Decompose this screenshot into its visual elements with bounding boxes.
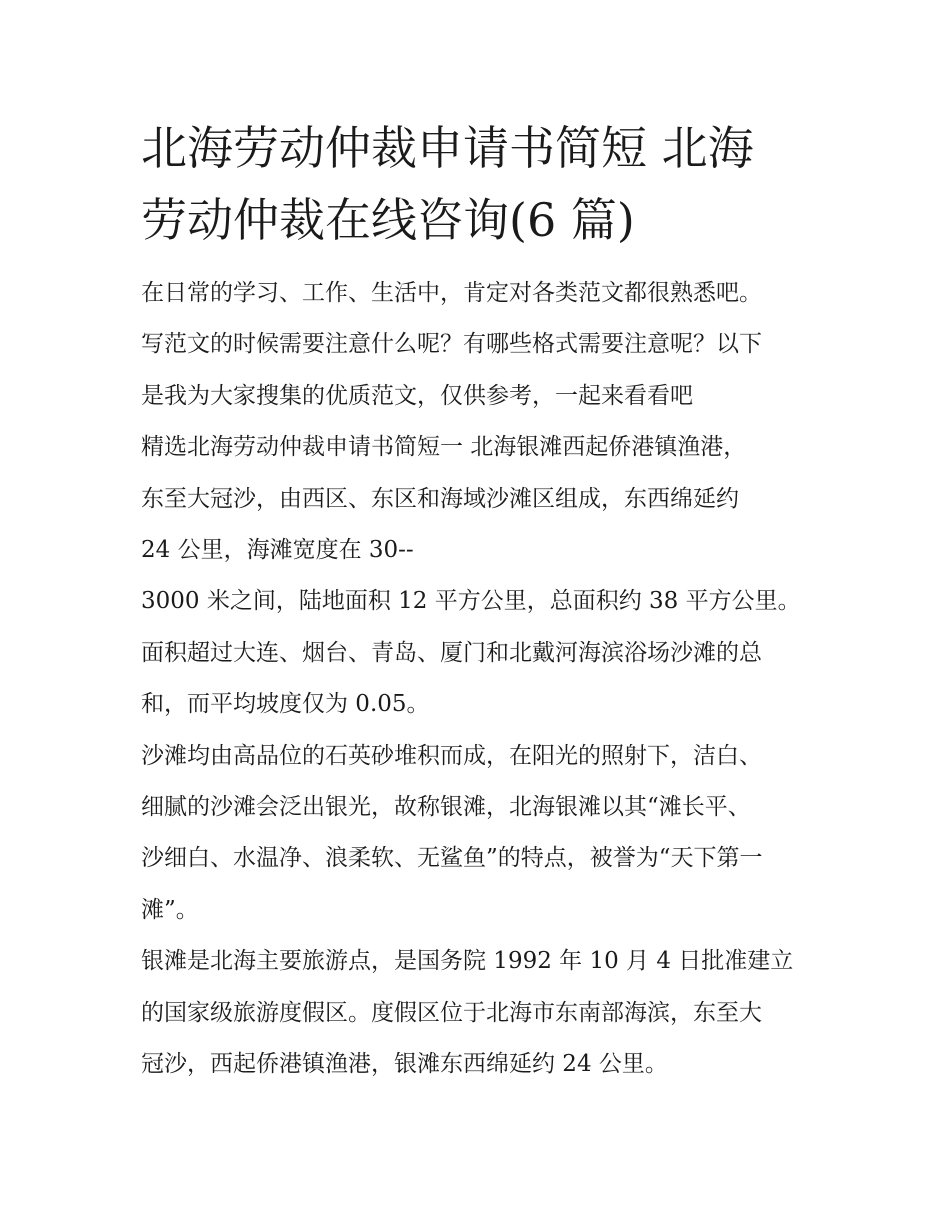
body-line: 滩”。 [141,896,199,923]
document-title [141,112,821,256]
body-line: 面积超过大连、烟台、青岛、厦门和北戴河海滨浴场沙滩的总 [141,639,762,666]
title-line: 劳动仲裁在线咨询(6 篇) [141,193,635,247]
body-line: 24 公里，海滩宽度在 30-- [141,537,414,564]
title-line: 北海劳动仲裁申请书简短 北海 [141,121,754,175]
document-page [141,112,821,1091]
body-line: 银滩是北海主要旅游点，是国务院 1992 年 10 月 4 日批准建立 [141,948,794,975]
body-line: 和，而平均坡度仅为 0.05。 [141,691,430,718]
body-line: 在日常的学习、工作、生活中，肯定对各类范文都很熟悉吧。 [141,280,762,306]
body-line: 的国家级旅游度假区。度假区位于北海市东南部海滨，东至大 [141,999,762,1026]
body-line: 细腻的沙滩会泛出银光，故称银滩，北海银滩以其“滩长平、 [141,794,751,821]
body-line: 写范文的时候需要注意什么呢？有哪些格式需要注意呢？以下 [141,331,762,358]
body-line: 沙滩均由高品位的石英砂堆积而成，在阳光的照射下，洁白、 [141,742,762,769]
body-line: 是我为大家搜集的优质范文，仅供参考，一起来看看吧 [141,382,693,409]
document-body [141,268,821,1091]
body-line: 精选北海劳动仲裁申请书简短一 北海银滩西起侨港镇渔港， [141,434,747,461]
body-line: 沙细白、水温净、浪柔软、无鲨鱼”的特点，被誉为“天下第一 [141,845,763,872]
body-line: 3000 米之间，陆地面积 12 平方公里，总面积约 38 平方公里。 [141,588,801,615]
body-line: 东至大冠沙，由西区、东区和海域沙滩区组成，东西绵延约 [141,485,739,512]
body-line: 冠沙，西起侨港镇渔港，银滩东西绵延约 24 公里。 [141,1051,668,1078]
